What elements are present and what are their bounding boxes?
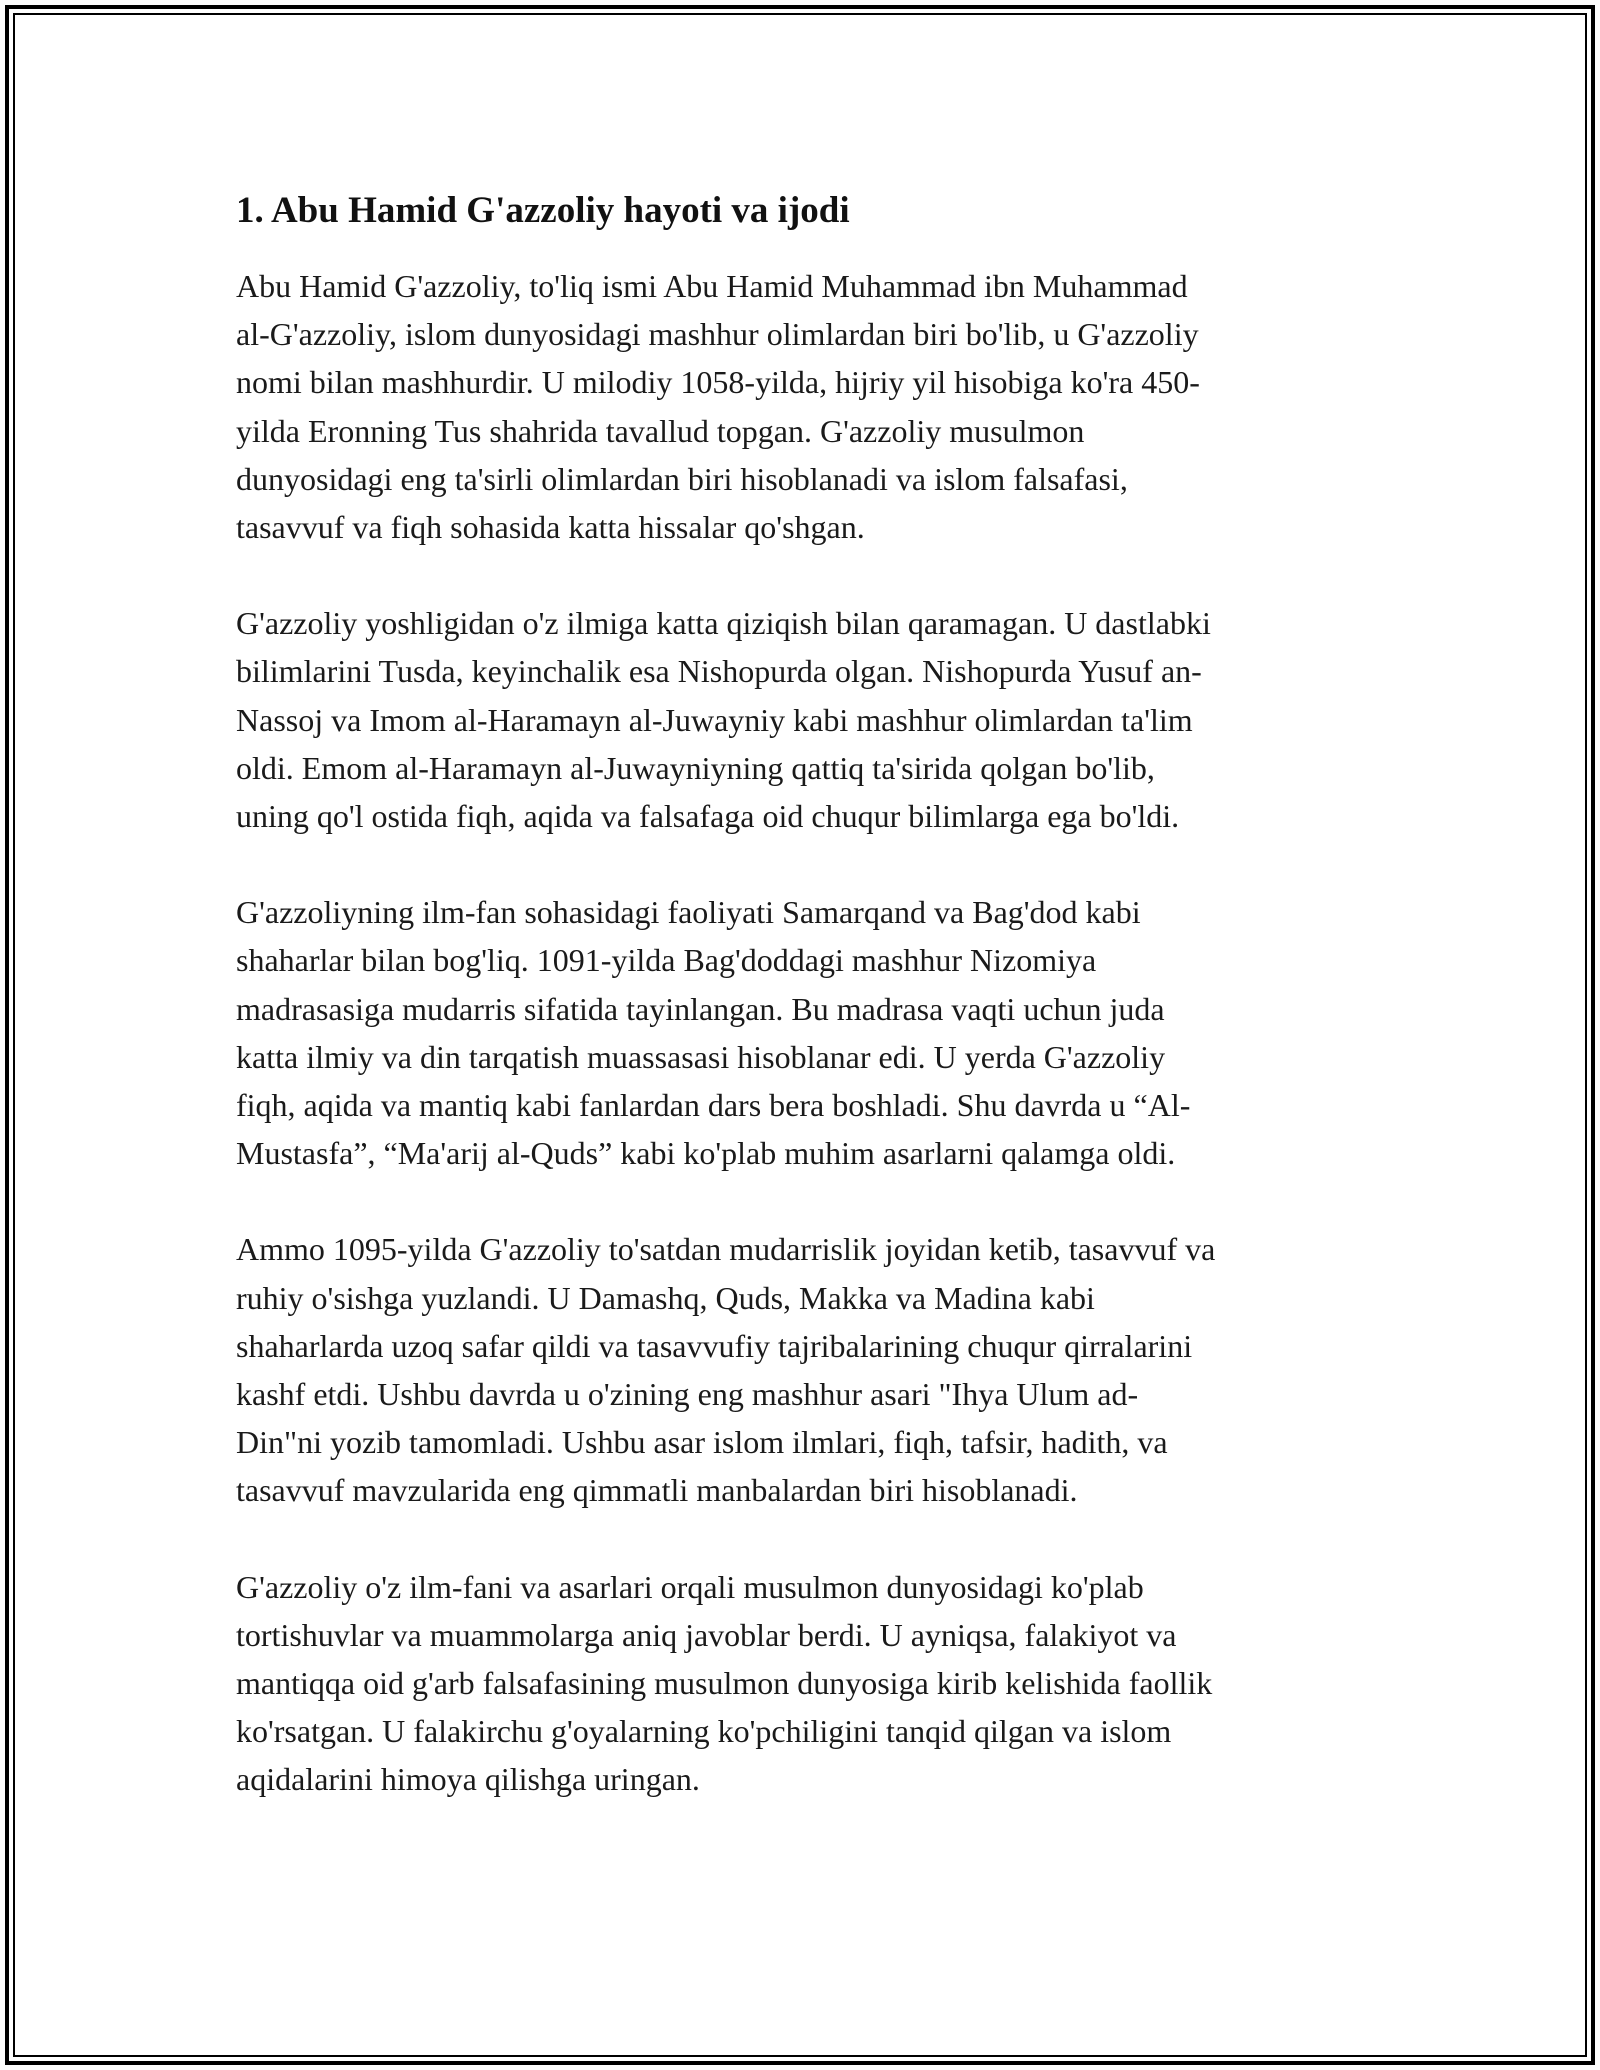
paragraph-line: oldi. Emom al-Haramayn al-Juwayniyning qattiq ta'sirida qolgan bo'lib, [236,749,1155,786]
paragraph-line: tasavvuf va fiqh sohasida katta hissalar qo'shgan. [236,509,865,546]
paragraph-line: mantiqqa oid g'arb falsafasining musulmon dunyosiga kirib kelishida faollik [236,1665,1213,1702]
paragraph-line: shaharlarda uzoq safar qildi va tasavvufiy tajribalarining chuqur qirralarini [236,1327,1193,1364]
paragraph-line: G'azzoliy o'z ilm-fani va asarlari orqali musulmon dunyosidagi ko'plab [236,1568,1144,1605]
paragraph-1 [236,262,1370,551]
paragraph-line: shaharlar bilan bog'liq. 1091-yilda Bag'doddagi mashhur Nizomiya [236,942,1097,979]
paragraph-line: G'azzoliyning ilm-fan sohasidagi faoliyati Samarqand va Bag'dod kabi [236,894,1141,931]
paragraph-3 [236,888,1370,1177]
paragraph-line: Abu Hamid G'azzoliy, to'liq ismi Abu Hamid Muhammad ibn Muhammad [236,268,1188,304]
paragraph-line: Nassoj va Imom al-Haramayn al-Juwayniy kabi mashhur olimlardan ta'lim [236,701,1193,738]
paragraph-line: madrasasiga mudarris sifatida tayinlangan. Bu madrasa vaqti uchun juda [236,990,1165,1027]
document-body [236,186,1370,1852]
paragraph-line: katta ilmiy va din tarqatish muassasasi hisoblanar edi. U yerda G'azzoliy [236,1038,1166,1075]
paragraph-line: Ammo 1095-yilda G'azzoliy to'satdan mudarrislik joyidan ketib, tasavvuf va [236,1231,1216,1268]
paragraph-line: Mustasfa”, “Ma'arij al-Quds” kabi ko'plab muhim asarlarni qalamga oldi. [236,1135,1176,1172]
paragraph-line: aqidalarini himoya qilishga uringan. [236,1761,700,1798]
paragraph-line: tasavvuf mavzularida eng qimmatli manbalardan biri hisoblanadi. [236,1472,1078,1509]
document-title: 1. Abu Hamid G'azzoliy hayoti va ijodi [236,190,850,231]
paragraph-line: ko'rsatgan. U falakirchu g'oyalarning ko'pchiligini tanqid qilgan va islom [236,1713,1172,1750]
paragraph-line: Din"ni yozib tamomladi. Ushbu asar islom ilmlari, fiqh, tafsir, hadith, va [236,1424,1168,1461]
paragraph-2 [236,599,1370,840]
paragraph-line: dunyosidagi eng ta'sirli olimlardan biri hisoblanadi va islom falsafasi, [236,460,1128,497]
paragraph-line: fiqh, aqida va mantiq kabi fanlardan dars bera boshladi. Shu davrda u “Al- [236,1087,1191,1124]
paragraph-line: nomi bilan mashhurdir. U milodiy 1058-yilda, hijriy yil hisobiga ko'ra 450- [236,364,1200,401]
paragraph-line: ruhiy o'sishga yuzlandi. U Damashq, Quds, Makka va Madina kabi [236,1279,1095,1316]
paragraph-line: uning qo'l ostida fiqh, aqida va falsafaga oid chuqur bilimlarga ega bo'ldi. [236,798,1180,835]
paragraph-line: bilimlarini Tusda, keyinchalik esa Nishopurda olgan. Nishopurda Yusuf an- [236,653,1202,690]
paragraph-line: yilda Eronning Tus shahrida tavallud topgan. G'azzoliy musulmon [236,412,1085,449]
paragraph-4 [236,1225,1370,1514]
paragraph-5 [236,1563,1370,1804]
paragraph-line: al-G'azzoliy, islom dunyosidagi mashhur olimlardan biri bo'lib, u G'azzoliy [236,316,1199,353]
paragraph-line: G'azzoliy yoshligidan o'z ilmiga katta qiziqish bilan qaramagan. U dastlabki [236,605,1211,642]
paragraph-line: kashf etdi. Ushbu davrda u o'zining eng mashhur asari "Ihya Ulum ad- [236,1376,1139,1413]
paragraph-line: tortishuvlar va muammolarga aniq javoblar berdi. U ayniqsa, falakiyot va [236,1616,1177,1653]
